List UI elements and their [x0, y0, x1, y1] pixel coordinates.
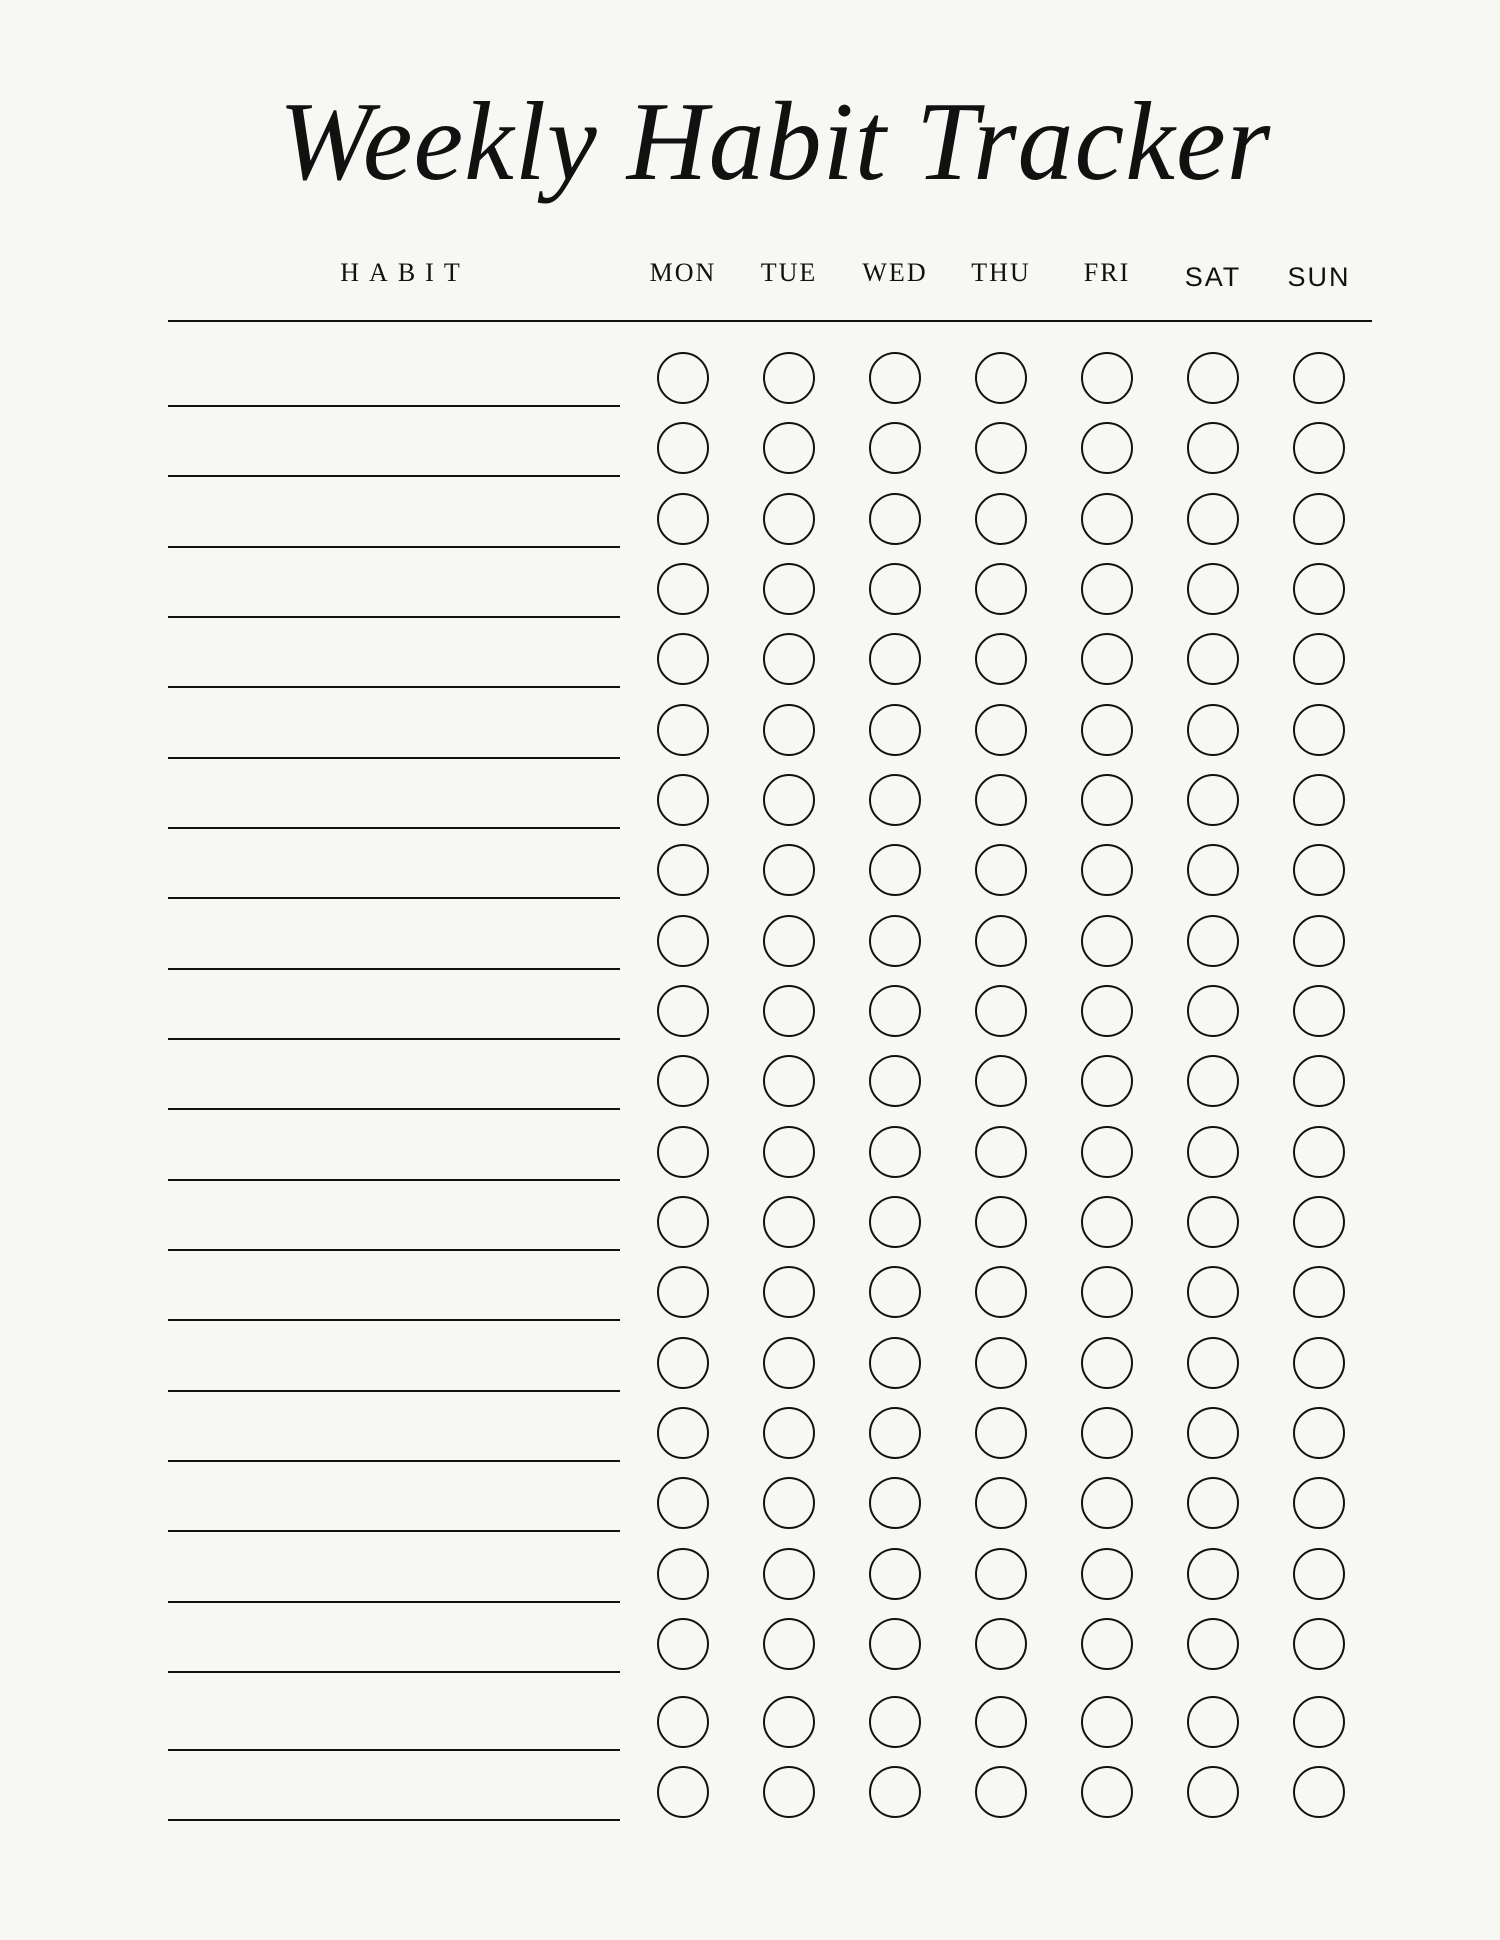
habit-checkbox-mon[interactable]: [657, 1548, 709, 1600]
habit-checkbox-wed[interactable]: [869, 1196, 921, 1248]
habit-checkbox-wed[interactable]: [869, 422, 921, 474]
habit-checkbox-sun[interactable]: [1293, 915, 1345, 967]
habit-checkbox-fri[interactable]: [1081, 844, 1133, 896]
habit-checkbox-wed[interactable]: [869, 1126, 921, 1178]
habit-checkbox-mon[interactable]: [657, 844, 709, 896]
habit-checkbox-mon[interactable]: [657, 704, 709, 756]
habit-checkbox-sun[interactable]: [1293, 985, 1345, 1037]
habit-checkbox-fri[interactable]: [1081, 915, 1133, 967]
habit-checkbox-sat[interactable]: [1187, 1548, 1239, 1600]
habit-checkbox-sat[interactable]: [1187, 844, 1239, 896]
habit-name-line[interactable]: [168, 1819, 620, 1821]
habit-name-line[interactable]: [168, 897, 620, 899]
habit-name-line[interactable]: [168, 1249, 620, 1251]
habit-checkbox-wed[interactable]: [869, 915, 921, 967]
habit-name-line[interactable]: [168, 968, 620, 970]
habit-checkbox-thu[interactable]: [975, 1337, 1027, 1389]
habit-checkbox-tue[interactable]: [763, 1548, 815, 1600]
habit-checkbox-fri[interactable]: [1081, 493, 1133, 545]
habit-checkbox-fri[interactable]: [1081, 1548, 1133, 1600]
habit-checkbox-tue[interactable]: [763, 704, 815, 756]
day-header-mon: MON: [649, 258, 717, 287]
habit-checkbox-wed[interactable]: [869, 493, 921, 545]
habit-checkbox-tue[interactable]: [763, 493, 815, 545]
habit-checkbox-sat[interactable]: [1187, 1766, 1239, 1818]
habit-checkbox-sat[interactable]: [1187, 1407, 1239, 1459]
habit-checkbox-sat[interactable]: [1187, 985, 1239, 1037]
habit-checkbox-mon[interactable]: [657, 1055, 709, 1107]
habit-name-line[interactable]: [168, 827, 620, 829]
habit-checkbox-mon[interactable]: [657, 1337, 709, 1389]
habit-checkbox-fri[interactable]: [1081, 1266, 1133, 1318]
habit-checkbox-tue[interactable]: [763, 1618, 815, 1670]
habit-checkbox-thu[interactable]: [975, 633, 1027, 685]
habit-checkbox-mon[interactable]: [657, 422, 709, 474]
habit-checkbox-wed[interactable]: [869, 1266, 921, 1318]
habit-checkbox-thu[interactable]: [975, 1055, 1027, 1107]
habit-checkbox-fri[interactable]: [1081, 563, 1133, 615]
habit-name-line[interactable]: [168, 546, 620, 548]
habit-checkbox-tue[interactable]: [763, 1196, 815, 1248]
habit-checkbox-fri[interactable]: [1081, 1618, 1133, 1670]
habit-checkbox-thu[interactable]: [975, 422, 1027, 474]
habit-checkbox-wed[interactable]: [869, 1548, 921, 1600]
habit-checkbox-wed[interactable]: [869, 1055, 921, 1107]
habit-checkbox-tue[interactable]: [763, 1055, 815, 1107]
habit-checkbox-tue[interactable]: [763, 1696, 815, 1748]
habit-checkbox-sun[interactable]: [1293, 774, 1345, 826]
habit-checkbox-sun[interactable]: [1293, 1477, 1345, 1529]
habit-checkbox-wed[interactable]: [869, 985, 921, 1037]
habit-checkbox-wed[interactable]: [869, 1696, 921, 1748]
habit-checkbox-thu[interactable]: [975, 1196, 1027, 1248]
habit-checkbox-sat[interactable]: [1187, 1196, 1239, 1248]
habit-checkbox-thu[interactable]: [975, 1696, 1027, 1748]
habit-checkbox-sun[interactable]: [1293, 1266, 1345, 1318]
habit-checkbox-fri[interactable]: [1081, 1407, 1133, 1459]
habit-checkbox-fri[interactable]: [1081, 1126, 1133, 1178]
habit-checkbox-mon[interactable]: [657, 1477, 709, 1529]
habit-checkbox-tue[interactable]: [763, 844, 815, 896]
habit-checkbox-sun[interactable]: [1293, 1337, 1345, 1389]
habit-checkbox-sun[interactable]: [1293, 493, 1345, 545]
habit-checkbox-sun[interactable]: [1293, 1548, 1345, 1600]
habit-checkbox-sun[interactable]: [1293, 1766, 1345, 1818]
habit-checkbox-sat[interactable]: [1187, 1696, 1239, 1748]
habit-name-line[interactable]: [168, 686, 620, 688]
habit-checkbox-sat[interactable]: [1187, 633, 1239, 685]
habit-checkbox-tue[interactable]: [763, 563, 815, 615]
habit-checkbox-fri[interactable]: [1081, 1766, 1133, 1818]
habit-name-line[interactable]: [168, 1108, 620, 1110]
habit-checkbox-tue[interactable]: [763, 1337, 815, 1389]
habit-checkbox-wed[interactable]: [869, 1477, 921, 1529]
habit-checkbox-wed[interactable]: [869, 704, 921, 756]
habit-checkbox-tue[interactable]: [763, 985, 815, 1037]
habit-checkbox-wed[interactable]: [869, 352, 921, 404]
habit-checkbox-fri[interactable]: [1081, 704, 1133, 756]
habit-name-line[interactable]: [168, 757, 620, 759]
habit-checkbox-thu[interactable]: [975, 493, 1027, 545]
habit-checkbox-fri[interactable]: [1081, 422, 1133, 474]
habit-name-line[interactable]: [168, 1390, 620, 1392]
habit-checkbox-tue[interactable]: [763, 774, 815, 826]
habit-checkbox-sat[interactable]: [1187, 704, 1239, 756]
habit-checkbox-thu[interactable]: [975, 1266, 1027, 1318]
habit-checkbox-tue[interactable]: [763, 1407, 815, 1459]
habit-checkbox-sun[interactable]: [1293, 1407, 1345, 1459]
habit-checkbox-sun[interactable]: [1293, 352, 1345, 404]
habit-checkbox-wed[interactable]: [869, 1618, 921, 1670]
habit-name-line[interactable]: [168, 616, 620, 618]
habit-checkbox-sat[interactable]: [1187, 352, 1239, 404]
habit-checkbox-fri[interactable]: [1081, 1337, 1133, 1389]
page-title: Weekly Habit Tracker: [278, 80, 1272, 204]
habit-checkbox-mon[interactable]: [657, 563, 709, 615]
habit-name-line[interactable]: [168, 1038, 620, 1040]
habit-name-line[interactable]: [168, 1179, 620, 1181]
habit-checkbox-sun[interactable]: [1293, 1618, 1345, 1670]
day-header-fri: FRI: [1083, 258, 1131, 287]
habit-name-line[interactable]: [168, 475, 620, 477]
habit-checkbox-sun[interactable]: [1293, 563, 1345, 615]
habit-checkbox-thu[interactable]: [975, 1126, 1027, 1178]
habit-checkbox-fri[interactable]: [1081, 985, 1133, 1037]
habit-checkbox-mon[interactable]: [657, 1196, 709, 1248]
habit-checkbox-tue[interactable]: [763, 1766, 815, 1818]
habit-checkbox-tue[interactable]: [763, 1477, 815, 1529]
habit-checkbox-thu[interactable]: [975, 985, 1027, 1037]
habit-checkbox-sun[interactable]: [1293, 1696, 1345, 1748]
habit-checkbox-mon[interactable]: [657, 985, 709, 1037]
habit-name-line[interactable]: [168, 405, 620, 407]
habit-checkbox-thu[interactable]: [975, 563, 1027, 615]
habit-checkbox-mon[interactable]: [657, 915, 709, 967]
habit-checkbox-sun[interactable]: [1293, 844, 1345, 896]
habit-checkbox-sun[interactable]: [1293, 1126, 1345, 1178]
habit-checkbox-wed[interactable]: [869, 844, 921, 896]
habit-checkbox-sat[interactable]: [1187, 493, 1239, 545]
habit-checkbox-thu[interactable]: [975, 1766, 1027, 1818]
habit-checkbox-wed[interactable]: [869, 1337, 921, 1389]
habit-checkbox-mon[interactable]: [657, 1126, 709, 1178]
habit-checkbox-mon[interactable]: [657, 352, 709, 404]
habit-checkbox-wed[interactable]: [869, 1407, 921, 1459]
habit-checkbox-mon[interactable]: [657, 1407, 709, 1459]
habit-checkbox-mon[interactable]: [657, 493, 709, 545]
day-header-tue: TUE: [760, 258, 818, 287]
habit-checkbox-sat[interactable]: [1187, 774, 1239, 826]
habit-checkbox-mon[interactable]: [657, 1266, 709, 1318]
habit-checkbox-thu[interactable]: [975, 1477, 1027, 1529]
habit-checkbox-thu[interactable]: [975, 774, 1027, 826]
habit-checkbox-sun[interactable]: [1293, 1055, 1345, 1107]
habit-checkbox-wed[interactable]: [869, 563, 921, 615]
habit-checkbox-fri[interactable]: [1081, 1477, 1133, 1529]
day-header-sun: SUN: [1287, 262, 1351, 292]
habit-checkbox-sat[interactable]: [1187, 1266, 1239, 1318]
habit-checkbox-thu[interactable]: [975, 704, 1027, 756]
habit-checkbox-sat[interactable]: [1187, 1126, 1239, 1178]
habit-column-header: HABIT: [340, 258, 470, 287]
habit-checkbox-sat[interactable]: [1187, 422, 1239, 474]
habit-name-line[interactable]: [168, 1749, 620, 1751]
day-header-sat: SAT: [1184, 262, 1242, 292]
habit-checkbox-wed[interactable]: [869, 633, 921, 685]
habit-checkbox-thu[interactable]: [975, 1407, 1027, 1459]
habit-checkbox-thu[interactable]: [975, 844, 1027, 896]
habit-checkbox-fri[interactable]: [1081, 1196, 1133, 1248]
habit-checkbox-sun[interactable]: [1293, 422, 1345, 474]
habit-checkbox-thu[interactable]: [975, 915, 1027, 967]
habit-checkbox-mon[interactable]: [657, 1618, 709, 1670]
habit-checkbox-mon[interactable]: [657, 1766, 709, 1818]
habit-checkbox-mon[interactable]: [657, 1696, 709, 1748]
habit-checkbox-sat[interactable]: [1187, 1055, 1239, 1107]
habit-checkbox-sat[interactable]: [1187, 1618, 1239, 1670]
habit-checkbox-sun[interactable]: [1293, 1196, 1345, 1248]
header-divider: [168, 320, 1372, 322]
habit-checkbox-tue[interactable]: [763, 352, 815, 404]
habit-checkbox-mon[interactable]: [657, 774, 709, 826]
habit-checkbox-fri[interactable]: [1081, 1055, 1133, 1107]
day-header-wed: WED: [862, 258, 928, 287]
habit-checkbox-sat[interactable]: [1187, 915, 1239, 967]
habit-checkbox-thu[interactable]: [975, 352, 1027, 404]
habit-checkbox-tue[interactable]: [763, 633, 815, 685]
habit-checkbox-mon[interactable]: [657, 633, 709, 685]
habit-checkbox-tue[interactable]: [763, 1126, 815, 1178]
habit-checkbox-tue[interactable]: [763, 422, 815, 474]
habit-checkbox-sat[interactable]: [1187, 563, 1239, 615]
day-header-thu: THU: [971, 258, 1031, 287]
habit-checkbox-sat[interactable]: [1187, 1477, 1239, 1529]
habit-checkbox-sun[interactable]: [1293, 704, 1345, 756]
habit-checkbox-fri[interactable]: [1081, 1696, 1133, 1748]
habit-name-line[interactable]: [168, 1671, 620, 1673]
habit-checkbox-fri[interactable]: [1081, 774, 1133, 826]
habit-checkbox-fri[interactable]: [1081, 633, 1133, 685]
habit-checkbox-sat[interactable]: [1187, 1337, 1239, 1389]
habit-checkbox-fri[interactable]: [1081, 352, 1133, 404]
habit-checkbox-wed[interactable]: [869, 1766, 921, 1818]
habit-checkbox-tue[interactable]: [763, 1266, 815, 1318]
habit-name-line[interactable]: [168, 1319, 620, 1321]
habit-name-line[interactable]: [168, 1530, 620, 1532]
habit-name-line[interactable]: [168, 1460, 620, 1462]
habit-checkbox-sun[interactable]: [1293, 633, 1345, 685]
habit-checkbox-tue[interactable]: [763, 915, 815, 967]
habit-checkbox-wed[interactable]: [869, 774, 921, 826]
habit-checkbox-thu[interactable]: [975, 1618, 1027, 1670]
habit-checkbox-thu[interactable]: [975, 1548, 1027, 1600]
habit-name-line[interactable]: [168, 1601, 620, 1603]
